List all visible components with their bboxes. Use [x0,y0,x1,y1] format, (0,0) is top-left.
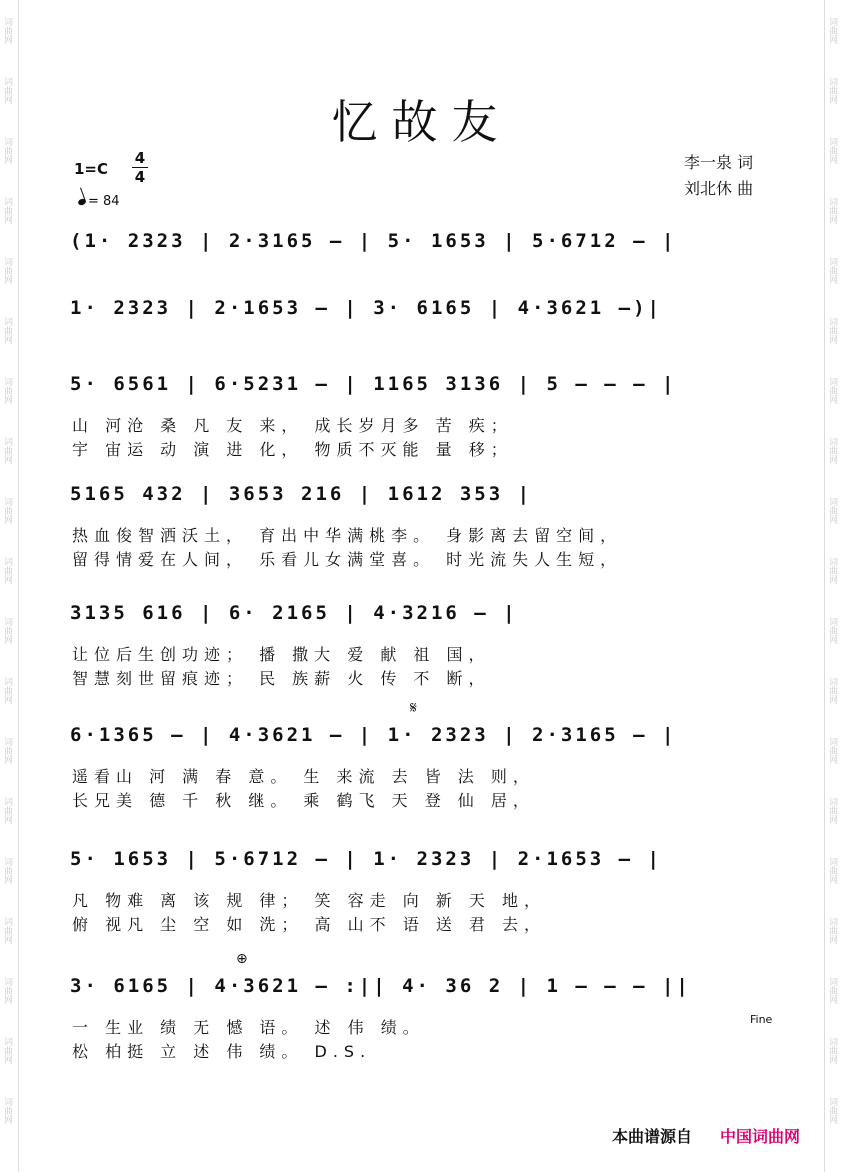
notation-line: 1· 2323 | 2·1653 – | 3· 6165 | 4·3621 –)| [70,297,662,319]
watermark-text: 词曲网 [2,436,12,464]
tempo-marking [78,194,120,209]
watermark-text: 词曲网 [827,916,837,944]
watermark-text: 词曲网 [827,796,837,824]
watermark-text: 词曲网 [2,856,12,884]
key-signature: 1=C [74,160,109,178]
watermark-text: 词曲网 [2,736,12,764]
watermark-text: 词曲网 [827,1036,837,1064]
lyric-verse-1: 山 河沧 桑 凡 友 来， 成长岁月多 苦 疾； [72,416,513,435]
watermark-text: 词曲网 [827,376,837,404]
notation-line: 3135 616 | 6· 2165 | 4·3216 – | [70,602,518,624]
watermark-text: 词曲网 [2,1096,12,1124]
right-margin-line [824,0,825,1172]
lyric-verse-1: 一 生业 绩 无 憾 语。 述 伟 绩。 [72,1018,425,1037]
notation-line: (1· 2323 | 2·3165 – | 5· 1653 | 5·6712 – | [70,230,677,252]
watermark-text: 词曲网 [827,976,837,1004]
lyric-verse-1: 让位后生创功迹； 播 撒大 爱 献 祖 国， [72,645,491,664]
watermark-text: 词曲网 [2,916,12,944]
watermark-text: 词曲网 [2,376,12,404]
watermark-text: 词曲网 [2,136,12,164]
watermark-text: 词曲网 [827,136,837,164]
lyric-verse-2: 俯 视凡 尘 空 如 洗； 高 山不 语 送 君 去， [72,915,546,934]
watermark-text: 词曲网 [2,976,12,1004]
watermark-text: 词曲网 [827,736,837,764]
notation-line: 3· 6165 | 4·3621 – :|| 4· 36 2 | 1 – – – || [70,975,691,997]
watermark-text: 词曲网 [2,316,12,344]
watermark-text: 词曲网 [827,316,837,344]
watermark-text: 词曲网 [2,256,12,284]
meter-top: 4 [134,149,146,167]
segno-sign: 𝄋 [410,698,417,717]
watermark-text: 词曲网 [827,496,837,524]
lyric-verse-2: 宇 宙运 动 演 进 化， 物质不灭能 量 移； [72,440,513,459]
fine-marking: Fine [750,1013,773,1026]
lyricist: 李一泉 词 [684,153,754,172]
tempo-value: = 84 [88,194,120,209]
watermark-text: 词曲网 [827,16,837,44]
lyric-verse-1: 遥看山 河 满 春 意。 生 来流 去 皆 法 则， [72,767,535,786]
watermark-text: 词曲网 [2,676,12,704]
source-label: 本曲谱源自 [612,1127,693,1146]
watermark-text: 词曲网 [827,556,837,584]
watermark-text: 词曲网 [2,16,12,44]
right-watermark [827,0,841,1140]
time-signature [130,150,150,185]
watermark-text: 词曲网 [827,1096,837,1124]
watermark-text: 词曲网 [2,616,12,644]
lyric-verse-2: 松 柏挺 立 述 伟 绩。 D.S. [72,1042,372,1061]
notation-line: 5· 6561 | 6·5231 – | 1165 3136 | 5 – – – | [70,373,677,395]
composer: 刘北休 曲 [684,179,754,198]
notation-line: 6·1365 – | 4·3621 – | 1· 2323 | 2·3165 – | [70,724,677,746]
watermark-text: 词曲网 [2,496,12,524]
site-name-link[interactable]: 中国词曲网 [720,1127,801,1146]
coda-sign: ⊕ [236,951,248,967]
watermark-text: 词曲网 [2,556,12,584]
watermark-text: 词曲网 [2,196,12,224]
notation-line: 5165 432 | 3653 216 | 1612 353 | [70,483,533,505]
left-watermark [2,0,16,1140]
lyric-verse-2: 留得情爱在人间， 乐看儿女满堂喜。 时光流失人生短， [72,550,623,569]
notation-line: 5· 1653 | 5·6712 – | 1· 2323 | 2·1653 – | [70,848,662,870]
watermark-text: 词曲网 [2,76,12,104]
lyric-verse-2: 智慧刻世留痕迹； 民 族薪 火 传 不 断， [72,669,491,688]
watermark-text: 词曲网 [2,796,12,824]
watermark-text: 词曲网 [827,676,837,704]
lyric-verse-1: 凡 物难 离 该 规 律； 笑 容走 向 新 天 地， [72,891,546,910]
watermark-text: 词曲网 [827,76,837,104]
watermark-text: 词曲网 [827,256,837,284]
watermark-text: 词曲网 [2,1036,12,1064]
watermark-text: 词曲网 [827,856,837,884]
watermark-text: 词曲网 [827,196,837,224]
quarter-note-icon [77,198,87,206]
watermark-text: 词曲网 [827,436,837,464]
watermark-text: 词曲网 [827,616,837,644]
left-margin-line [18,0,19,1172]
lyric-verse-2: 长兄美 德 千 秋 继。 乘 鹤飞 天 登 仙 居， [72,791,535,810]
lyric-verse-1: 热血俊智洒沃土， 育出中华满桃李。 身影离去留空间， [72,526,623,545]
meter-bottom: 4 [134,168,146,186]
song-title: 忆故友 [331,95,512,149]
